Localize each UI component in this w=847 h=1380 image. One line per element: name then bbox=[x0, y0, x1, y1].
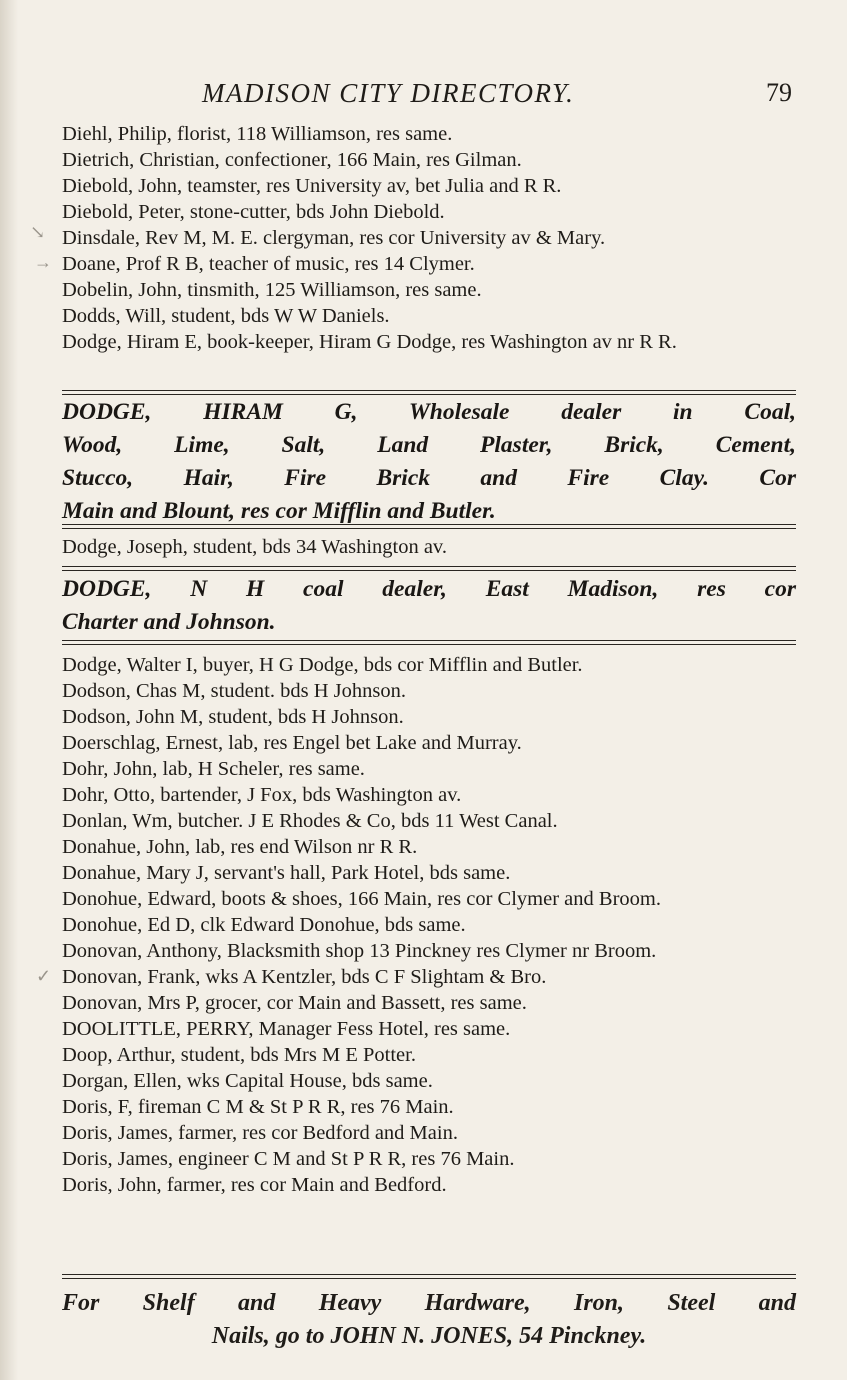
ad-line: Nails, go to JOHN N. JONES, 54 Pinckney. bbox=[211, 1323, 647, 1349]
ad-line: For Shelf and Heavy Hardware, Iron, Steel and bbox=[62, 1290, 796, 1316]
list-item: Dodds, Will, student, bds W W Daniels. bbox=[62, 305, 390, 327]
divider-rule bbox=[62, 1274, 796, 1275]
list-item: Donovan, Frank, wks A Kentzler, bds C F Slightam & Bro. bbox=[62, 966, 547, 988]
margin-pencil-mark-icon: → bbox=[34, 252, 52, 272]
divider-rule bbox=[62, 524, 796, 525]
list-item: Diebold, John, teamster, res University av, bet Julia and R R. bbox=[62, 175, 562, 197]
list-item: DOOLITTLE, PERRY, Manager Fess Hotel, res same. bbox=[62, 1018, 511, 1040]
list-item: Dodson, John M, student, bds H Johnson. bbox=[62, 706, 404, 728]
ad-line: DODGE, HIRAM G, Wholesale dealer in Coal, bbox=[62, 399, 796, 425]
list-item: Dohr, John, lab, H Scheler, res same. bbox=[62, 758, 365, 780]
advertisement-dodge-hiram bbox=[62, 396, 796, 528]
list-item: Donohue, Ed D, clk Edward Donohue, bds same. bbox=[62, 914, 466, 936]
page-header bbox=[62, 78, 792, 110]
list-item: Doris, F, fireman C M & St P R R, res 76 Main. bbox=[62, 1096, 454, 1118]
advertisement-dodge-nh bbox=[62, 573, 796, 639]
list-item: Donahue, Mary J, servant's hall, Park Hotel, bds same. bbox=[62, 862, 511, 884]
ad-line: Main and Blount, res cor Mifflin and Butler. bbox=[62, 498, 496, 524]
ad-line: Charter and Johnson. bbox=[62, 609, 276, 635]
list-item: Diebold, Peter, stone-cutter, bds John Diebold. bbox=[62, 201, 445, 223]
margin-pencil-mark-icon: ↘ bbox=[30, 222, 46, 242]
entry-dodge-joseph bbox=[62, 534, 796, 560]
list-item: Doris, John, farmer, res cor Main and Bedford. bbox=[62, 1174, 447, 1196]
list-item: Donohue, Edward, boots & shoes, 166 Main, res cor Clymer and Broom. bbox=[62, 888, 661, 910]
list-item: Donlan, Wm, butcher. J E Rhodes & Co, bds 11 West Canal. bbox=[62, 810, 558, 832]
running-title: MADISON CITY DIRECTORY. bbox=[202, 78, 575, 108]
list-item: Donahue, John, lab, res end Wilson nr R R. bbox=[62, 836, 418, 858]
list-item: Dohr, Otto, bartender, J Fox, bds Washington av. bbox=[62, 784, 462, 806]
margin-check-mark-icon: ✓ bbox=[36, 966, 52, 986]
list-item: Diehl, Philip, florist, 118 Williamson, res same. bbox=[62, 123, 453, 145]
list-item: Dodge, Joseph, student, bds 34 Washington av. bbox=[62, 536, 447, 558]
divider-rule bbox=[62, 640, 796, 641]
list-item: Doerschlag, Ernest, lab, res Engel bet Lake and Murray. bbox=[62, 732, 522, 754]
list-item: Dietrich, Christian, confectioner, 166 Main, res Gilman. bbox=[62, 149, 522, 171]
list-item: Dorgan, Ellen, wks Capital House, bds same. bbox=[62, 1070, 433, 1092]
ad-line: DODGE, N H coal dealer, East Madison, res cor bbox=[62, 576, 796, 602]
list-item: Dodge, Hiram E, book-keeper, Hiram G Dodge, res Washington av nr R R. bbox=[62, 331, 677, 353]
list-item: Dodson, Chas M, student. bds H Johnson. bbox=[62, 680, 406, 702]
list-item: Dobelin, John, tinsmith, 125 Williamson, res same. bbox=[62, 279, 482, 301]
ad-line: Wood, Lime, Salt, Land Plaster, Brick, Cement, bbox=[62, 432, 796, 458]
list-item: Dinsdale, Rev M, M. E. clergyman, res cor University av & Mary. bbox=[62, 227, 606, 249]
list-item: Doop, Arthur, student, bds Mrs M E Potter. bbox=[62, 1044, 416, 1066]
footer-advertisement bbox=[62, 1287, 796, 1353]
divider-rule bbox=[62, 566, 796, 567]
list-item: Donovan, Mrs P, grocer, cor Main and Bassett, res same. bbox=[62, 992, 527, 1014]
divider-rule bbox=[62, 390, 796, 391]
page-edge-shadow bbox=[0, 0, 18, 1380]
ad-line: Stucco, Hair, Fire Brick and Fire Clay. Cor bbox=[62, 465, 796, 491]
entries-list-top bbox=[62, 121, 796, 355]
list-item: Donovan, Anthony, Blacksmith shop 13 Pinckney res Clymer nr Broom. bbox=[62, 940, 657, 962]
list-item: Dodge, Walter I, buyer, H G Dodge, bds cor Mifflin and Butler. bbox=[62, 654, 583, 676]
page-number: 79 bbox=[766, 78, 792, 107]
list-item: Doris, James, engineer C M and St P R R, res 76 Main. bbox=[62, 1148, 515, 1170]
entries-list-bottom bbox=[62, 652, 796, 1198]
list-item: Doris, James, farmer, res cor Bedford and Main. bbox=[62, 1122, 458, 1144]
list-item: Doane, Prof R B, teacher of music, res 14 Clymer. bbox=[62, 253, 475, 275]
